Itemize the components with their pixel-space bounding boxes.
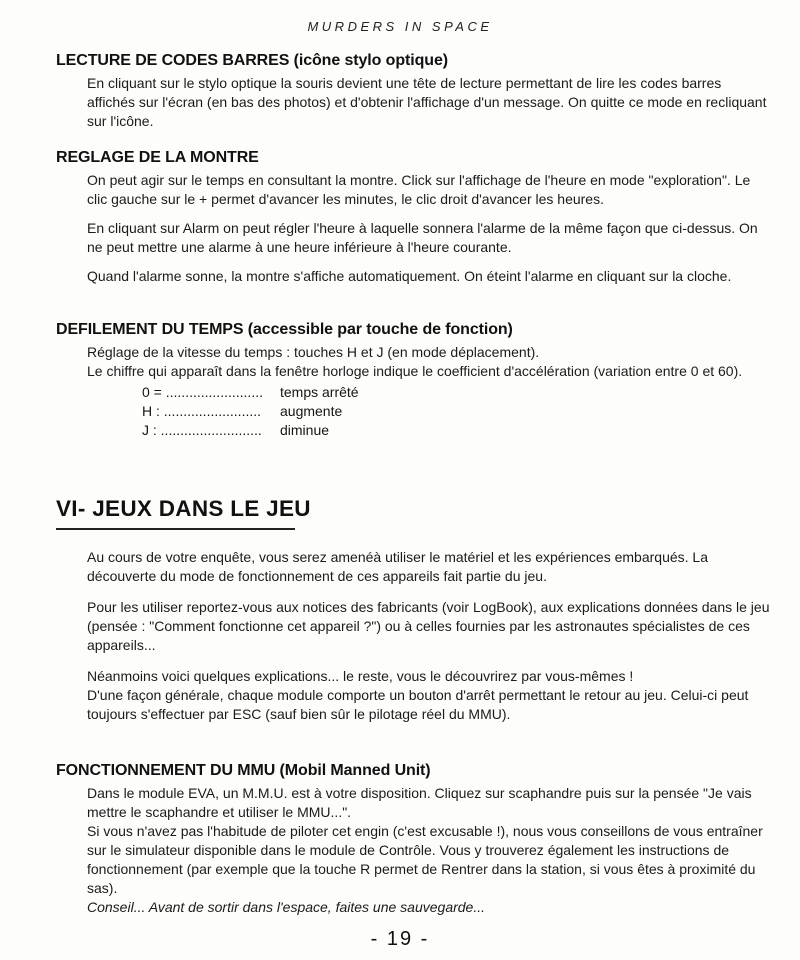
table-value: augmente bbox=[280, 403, 343, 419]
running-header: MURDERS IN SPACE bbox=[307, 19, 493, 34]
paragraph: Si vous n'avez pas l'habitude de piloter cet engin (c'est excusable !), nous vous conseillons de vous entraîner sur le simulateur disponible dans le module de Contrôle. Vous y trouverez également les instructions de fonctionnement (par exemple que la touche R permet de Rentrer dans la station, si vous êtes à proximité du sas). bbox=[87, 823, 763, 896]
table-key: H : ......................... bbox=[142, 403, 262, 419]
section-body-barcode bbox=[87, 74, 772, 131]
paragraph: Au cours de votre enquête, vous serez amenéà utiliser le matériel et les expériences embarqués. La découverte du mode de fonctionnement de ces appareils fait partie du jeu. bbox=[87, 549, 709, 584]
section-title-mmu: FONCTIONNEMENT DU MMU (Mobil Manned Unit) bbox=[56, 762, 431, 779]
section-title-watch: REGLAGE DE LA MONTRE bbox=[56, 149, 259, 166]
paragraph: Néanmoins voici quelques explications... le reste, vous le découvrirez par vous-mêmes ! bbox=[87, 668, 634, 684]
table-key: 0 = ......................... bbox=[142, 384, 263, 400]
page-number: - 19 - bbox=[370, 928, 430, 950]
chapter-body bbox=[87, 548, 772, 724]
chapter-title: VI- JEUX DANS LE JEU bbox=[56, 496, 311, 521]
paragraph: Réglage de la vitesse du temps : touches H et J (en mode déplacement). bbox=[87, 344, 540, 360]
table-value: temps arrêté bbox=[280, 384, 359, 400]
table-row bbox=[142, 421, 772, 440]
paragraph: D'une façon générale, chaque module comporte un bouton d'arrêt permettant le retour au jeu. Celui-ci peut toujours s'effectuer par ESC (sauf bien sûr le pilotage réel du MMU). bbox=[87, 687, 749, 722]
section-body-watch bbox=[87, 171, 772, 286]
section-time-scroll bbox=[56, 321, 772, 440]
table-row bbox=[142, 383, 772, 402]
tip-text: Conseil... Avant de sortir dans l'espace, faites une sauvegarde... bbox=[87, 899, 486, 915]
paragraph: En cliquant sur Alarm on peut régler l'heure à laquelle sonnera l'alarme de la même façon que ci-dessus. On ne peut mettre une alarme à une heure inférieure à l'heure courante. bbox=[87, 220, 758, 255]
section-title-barcode: LECTURE DE CODES BARRES (icône stylo optique) bbox=[56, 52, 448, 69]
paragraph: Le chiffre qui apparaît dans la fenêtre horloge indique le coefficient d'accélération (variation entre 0 et 60). bbox=[87, 363, 743, 379]
paragraph: En cliquant sur le stylo optique la souris devient une tête de lecture permettant de lire les codes barres affichés sur l'écran (en bas des photos) et d'obtenir l'affichage d'un message. On quitte ce mode en recliquant sur l'icône. bbox=[87, 75, 767, 129]
section-body-mmu bbox=[87, 784, 772, 917]
section-barcode bbox=[56, 52, 772, 141]
section-title-time-scroll: DEFILEMENT DU TEMPS (accessible par touche de fonction) bbox=[56, 321, 513, 338]
section-body-time-scroll bbox=[87, 343, 772, 381]
paragraph: Dans le module EVA, un M.M.U. est à votre disposition. Cliquez sur scaphandre puis sur la pensée "Je vais mettre le scaphandre et utiliser le MMU...". bbox=[87, 785, 752, 820]
table-value: diminue bbox=[280, 422, 330, 438]
section-watch bbox=[56, 149, 772, 296]
section-mmu bbox=[56, 762, 772, 917]
paragraph: Pour les utiliser reportez-vous aux notices des fabricants (voir LogBook), aux explications données dans le jeu (pensée : "Comment fonctionne cet appareil ?") ou à celles fournies par les astronautes spécialistes de ces appareils... bbox=[87, 599, 770, 653]
key-table bbox=[142, 383, 772, 440]
table-row bbox=[142, 402, 772, 421]
paragraph: Quand l'alarme sonne, la montre s'affiche automatiquement. On éteint l'alarme en cliquant sur la cloche. bbox=[87, 268, 732, 284]
table-key: J : .......................... bbox=[142, 422, 262, 438]
paragraph: On peut agir sur le temps en consultant la montre. Click sur l'affichage de l'heure en mode "exploration". Le clic gauche sur le + permet d'avancer les minutes, le clic droit d'avancer les heures. bbox=[87, 172, 751, 207]
chapter-underline bbox=[56, 528, 295, 530]
